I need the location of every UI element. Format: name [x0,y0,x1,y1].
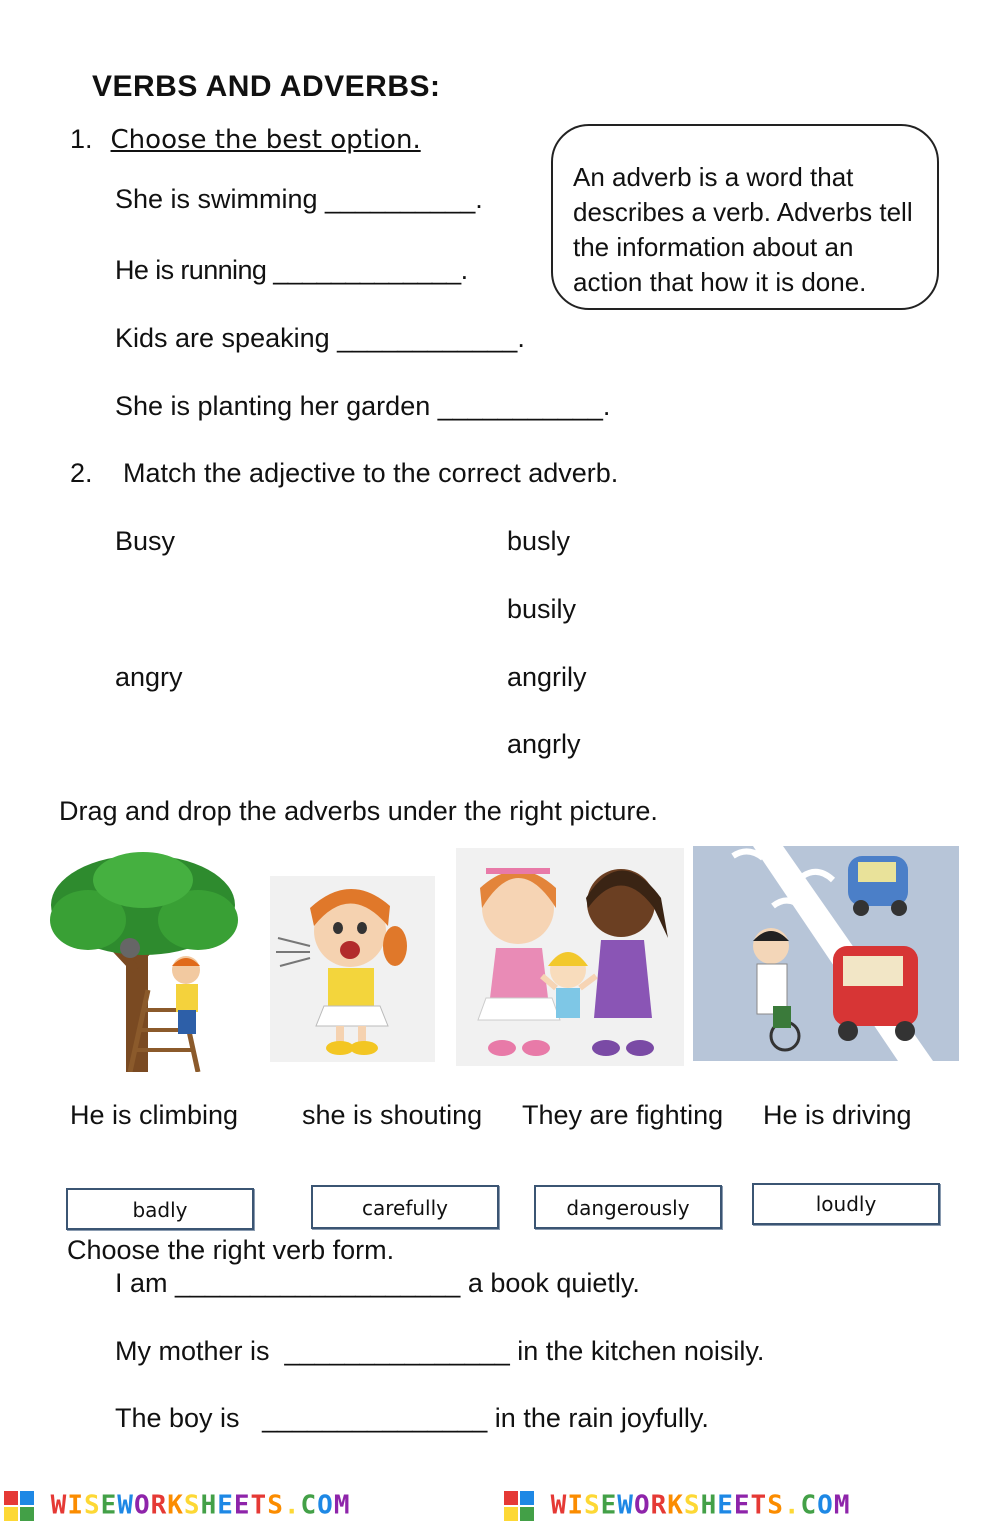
section1-instruction: Choose the best option. [110,125,421,155]
section3-instruction: Drag and drop the adverbs under the right picture. [59,796,658,826]
footer-brand-text: WISEWORKSHEETS.COM [50,1490,351,1521]
caption-climbing: He is climbing [70,1100,239,1130]
page-title: VERBS AND ADVERBS: [92,70,441,103]
climbing-picture [48,850,244,1072]
shouting-picture [270,876,435,1062]
footer-brand-right [504,1485,850,1525]
adverb-option-angrly[interactable]: angrly [507,729,581,759]
brand-logo-icon [504,1491,534,1521]
section4-instruction: Choose the right verb form. [67,1235,395,1265]
drag-adverb-badly[interactable]: badly [66,1188,254,1230]
section2-number: 2. [70,458,93,488]
footer-watermark [0,1485,1000,1525]
brand-logo-icon [4,1491,34,1521]
adverb-option-busly[interactable]: busly [507,526,571,556]
fighting-picture [456,848,684,1066]
caption-shouting: she is shouting [302,1100,483,1130]
footer-brand-text: WISEWORKSHEETS.COM [550,1490,851,1521]
adverb-option-busily[interactable]: busily [507,594,577,624]
driving-picture [693,846,959,1061]
footer-brand-left [4,1485,350,1525]
section1-heading [70,124,421,155]
adjective-angry[interactable]: angry [115,662,183,692]
drag-adverb-loudly[interactable]: loudly [752,1183,940,1225]
sentence-2: He is running _____________. [115,255,468,285]
sentence-1: She is swimming __________. [115,184,483,214]
adverb-definition-text: An adverb is a word that describes a verb. Adverbs tell the information about an action that how it is done. [573,162,913,297]
caption-fighting: They are fighting [522,1100,724,1130]
drag-adverb-dangerously[interactable]: dangerously [534,1185,722,1229]
verb-sentence-3: The boy is _______________ in the rain joyfully. [115,1403,709,1433]
sentence-3: Kids are speaking ____________. [115,323,525,353]
caption-driving: He is driving [763,1100,912,1130]
section2-instruction: Match the adjective to the correct adverb. [123,458,619,488]
adverb-definition-box [551,124,939,310]
section1-number: 1. [70,124,93,154]
verb-sentence-1: I am ___________________ a book quietly. [115,1268,640,1298]
verb-sentence-2: My mother is _______________ in the kitchen noisily. [115,1336,765,1366]
adjective-busy[interactable]: Busy [115,526,176,556]
sentence-4: She is planting her garden ___________. [115,391,611,421]
adverb-option-angrily[interactable]: angrily [507,662,587,692]
drag-adverb-carefully[interactable]: carefully [311,1185,499,1229]
